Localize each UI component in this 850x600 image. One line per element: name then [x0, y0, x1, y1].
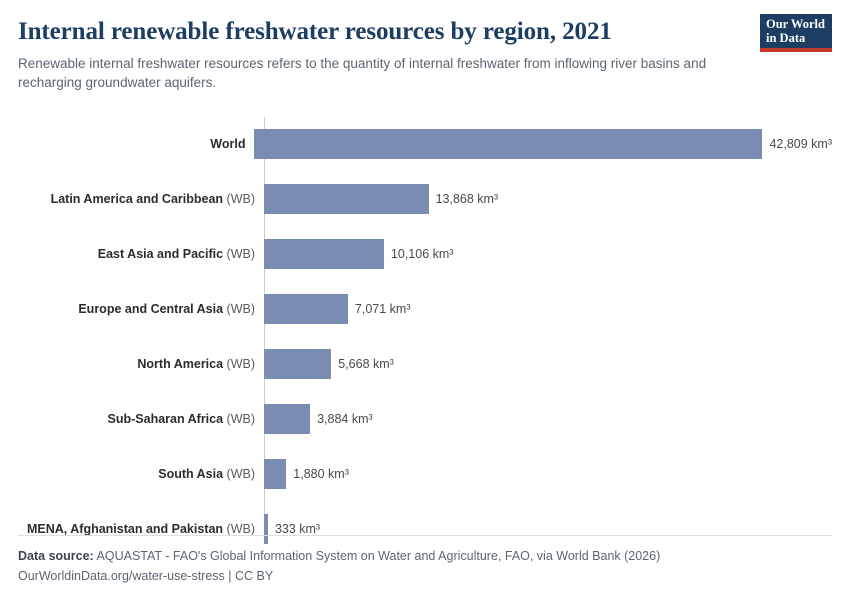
bar-row-source-tag: (WB) — [223, 302, 255, 317]
chart-footer — [18, 535, 832, 586]
bar-row[interactable] — [18, 392, 832, 447]
logo-line-1: Our World — [766, 17, 825, 31]
bar-row[interactable] — [18, 337, 832, 392]
bar-chart — [18, 117, 832, 537]
bar-row-label — [18, 247, 264, 261]
bar-row-name: North America — [137, 357, 224, 372]
bar-row[interactable] — [18, 117, 832, 172]
bar-track — [264, 447, 832, 502]
bar-value-label: 3,884 km³ — [317, 412, 373, 427]
bar-value-label: 10,106 km³ — [390, 247, 454, 262]
bar-track — [264, 392, 832, 447]
page-subtitle: Renewable internal freshwater resources refers to the quantity of internal freshwater from inflowing river basins and recharging groundwater aquifers. — [18, 55, 707, 91]
bar[interactable] — [264, 239, 384, 269]
bar[interactable] — [264, 404, 310, 434]
bar-row-source-tag: (WB) — [223, 412, 255, 427]
bar-track — [264, 172, 832, 227]
bar-row[interactable] — [18, 282, 832, 337]
bar-row[interactable] — [18, 227, 832, 282]
bar-row-label — [18, 302, 264, 316]
bar-row-name: Latin America and Caribbean — [50, 192, 224, 207]
bar-value-label: 42,809 km³ — [769, 137, 832, 152]
bar-value-label: 7,071 km³ — [354, 302, 411, 317]
bar-row-name: MENA, Afghanistan and Pakistan — [26, 522, 224, 537]
bar-row-label — [18, 412, 264, 426]
bar[interactable] — [264, 349, 331, 379]
page-title: Internal renewable freshwater resources by region, 2021 — [18, 18, 612, 45]
bar[interactable] — [264, 294, 348, 324]
bar-row-name: Sub-Saharan Africa — [107, 412, 224, 427]
bar-row-label — [18, 192, 264, 206]
bar-rows — [18, 117, 832, 557]
bar-row-name: Europe and Central Asia — [78, 302, 224, 317]
logo-line-2: in Data — [766, 30, 806, 45]
bar-row-source-tag: (WB) — [223, 192, 255, 207]
bar-row-source-tag: (WB) — [223, 522, 255, 537]
owid-logo — [760, 14, 832, 52]
bar-row[interactable] — [18, 447, 832, 502]
bar-row-name: South Asia — [158, 467, 224, 482]
bar-track — [264, 282, 832, 337]
data-source-label: Data source: — [18, 549, 94, 563]
footer-link[interactable]: OurWorldinData.org/water-use-stress | CC BY — [18, 569, 274, 583]
bar-row-label — [18, 357, 264, 371]
bar[interactable] — [264, 459, 286, 489]
bar-track — [264, 227, 832, 282]
bar-track — [254, 117, 832, 172]
bar-row-name: East Asia and Pacific — [97, 247, 224, 262]
data-source-line — [18, 546, 832, 566]
bar[interactable] — [264, 184, 429, 214]
bar-row-label — [18, 467, 264, 481]
bar-value-label: 1,880 km³ — [293, 467, 349, 482]
bar-row-source-tag: (WB) — [223, 357, 255, 372]
bar-row[interactable] — [18, 172, 832, 227]
bar-value-label: 13,868 km³ — [435, 192, 499, 207]
bar-value-label: 5,668 km³ — [338, 357, 394, 372]
bar-value-label: 333 km³ — [274, 522, 321, 537]
bar-row-source-tag: (WB) — [223, 467, 255, 482]
data-source-text: AQUASTAT - FAO's Global Information System on Water and Agriculture, FAO, via World Bank (2026) — [96, 549, 661, 563]
bar[interactable] — [254, 129, 762, 159]
bar-track — [264, 337, 832, 392]
bar-row-name: World — [210, 137, 246, 152]
bar-row-source-tag: (WB) — [223, 247, 255, 262]
bar-row-label — [18, 137, 254, 151]
